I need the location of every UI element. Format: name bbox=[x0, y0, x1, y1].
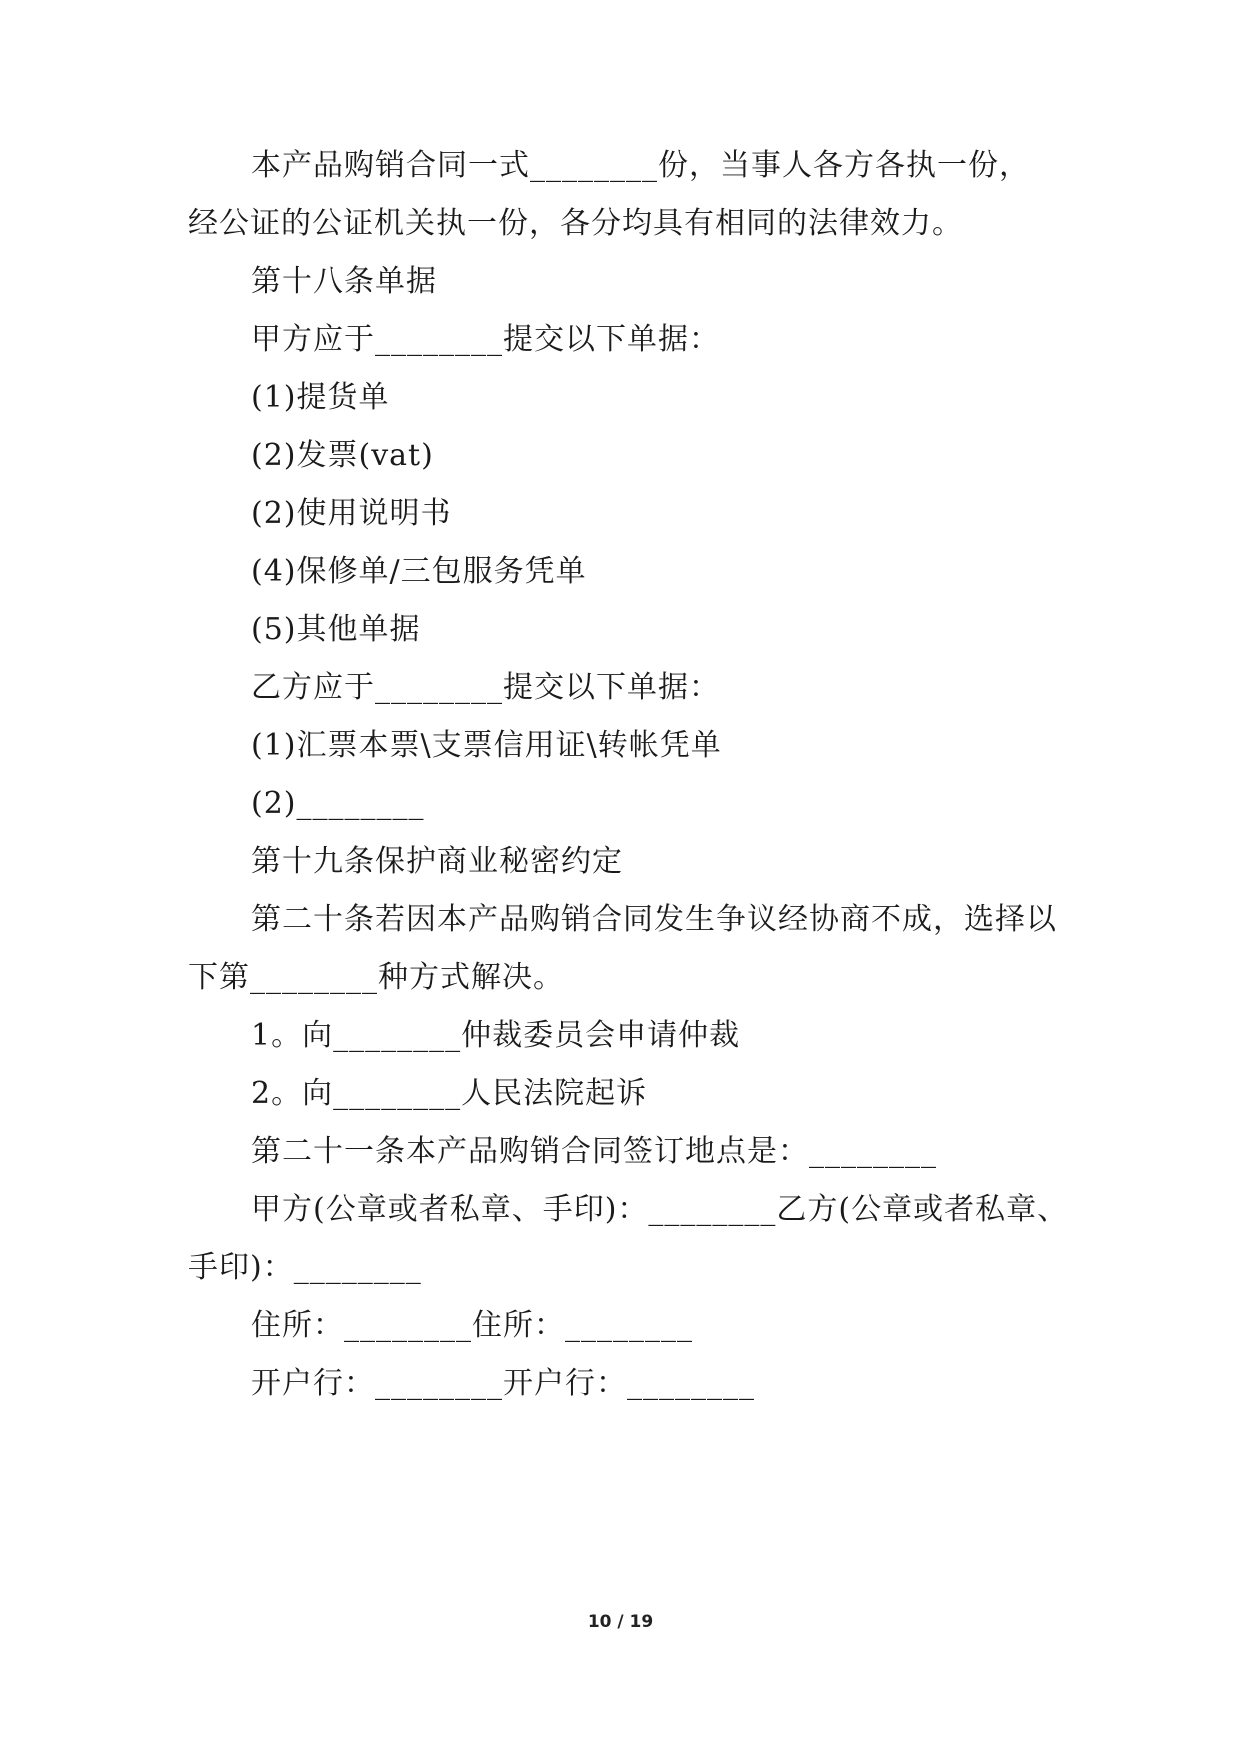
signature-line: 甲方(公章或者私章、手印)：________乙方(公章或者私章、 bbox=[251, 1192, 1069, 1227]
article-heading: 第十九条保护商业秘密约定 bbox=[251, 844, 623, 879]
paragraph-line: 第二十条若因本产品购销合同发生争议经协商不成，选择以 bbox=[251, 902, 1057, 937]
list-item: (1)汇票本票\支票信用证\转帐凭单 bbox=[251, 728, 722, 763]
list-item: 1。向________仲裁委员会申请仲裁 bbox=[251, 1018, 741, 1053]
paragraph-line: 甲方应于________提交以下单据： bbox=[251, 322, 720, 357]
list-item: (1)提货单 bbox=[251, 380, 390, 415]
paragraph-line: 乙方应于________提交以下单据： bbox=[251, 670, 720, 705]
bank-line: 开户行：________开户行：________ bbox=[251, 1366, 755, 1401]
address-line: 住所：________住所：________ bbox=[251, 1308, 693, 1343]
paragraph-line: 经公证的公证机关执一份，各分均具有相同的法律效力。 bbox=[188, 206, 963, 241]
article-heading: 第十八条单据 bbox=[251, 264, 437, 299]
list-item: (5)其他单据 bbox=[251, 612, 421, 647]
list-item: (2)使用说明书 bbox=[251, 496, 452, 531]
paragraph-line: 第二十一条本产品购销合同签订地点是：________ bbox=[251, 1134, 937, 1169]
list-item: (2)发票(vat) bbox=[251, 438, 434, 473]
paragraph-line: 下第________种方式解决。 bbox=[188, 960, 564, 995]
page-number: 10 / 19 bbox=[587, 1612, 654, 1632]
paragraph-line: 本产品购销合同一式________份，当事人各方各执一份， bbox=[251, 148, 1030, 183]
signature-line: 手印)：________ bbox=[188, 1250, 422, 1285]
list-item: 2。向________人民法院起诉 bbox=[251, 1076, 648, 1111]
list-item: (2)________ bbox=[251, 786, 425, 821]
list-item: (4)保修单/三包服务凭单 bbox=[251, 554, 587, 589]
